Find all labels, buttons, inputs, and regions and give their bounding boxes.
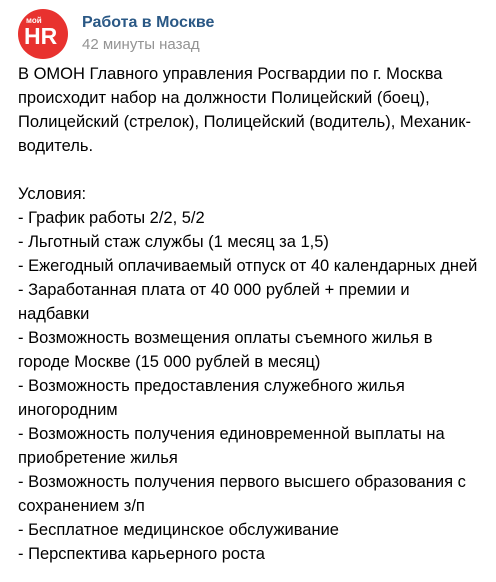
condition-item: - График работы 2/2, 5/2 — [18, 209, 205, 227]
condition-item: - Возможность получения единовременной выплаты на приобретение жилья — [18, 425, 445, 467]
logo-top-word: мой — [26, 16, 42, 25]
paragraph-spacer — [18, 158, 480, 182]
author-name-link[interactable]: Работа в Москве — [82, 14, 215, 31]
condition-item: - Льготный стаж службы (1 месяц за 1,5) — [18, 233, 329, 251]
post-timestamp[interactable]: 42 минуты назад — [82, 36, 200, 53]
moy-hr-logo-icon — [18, 9, 68, 59]
post-text — [18, 62, 480, 566]
condition-item: - Возможность возмещения оплаты съемного жилья в городе Москве (15 000 рублей в месяц) — [18, 329, 433, 371]
post-intro: В ОМОН Главного управления Росгвардии по г. Москва происходит набор на должности Полицейский (боец), Полицейский (стрелок), Полицейский (водитель), Механик-водитель. — [18, 65, 471, 155]
avatar[interactable] — [18, 9, 68, 59]
condition-item: - Бесплатное медицинское обслуживание — [18, 521, 339, 539]
header-text — [82, 13, 214, 55]
conditions-list — [18, 206, 480, 566]
condition-item: - Ежегодный оплачиваемый отпуск от 40 календарных дней — [18, 257, 478, 275]
condition-item: - Возможность получения первого высшего образования с сохранением з/п — [18, 473, 466, 515]
condition-item: - Возможность предоставления служебного жилья иногородним — [18, 377, 405, 419]
post-header — [18, 8, 214, 60]
condition-item: - Заработанная плата от 40 000 рублей + премии и надбавки — [18, 281, 410, 323]
conditions-title: Условия: — [18, 185, 87, 203]
condition-item: - Перспектива карьерного роста — [18, 545, 265, 563]
logo-main-word: HR — [24, 23, 58, 49]
